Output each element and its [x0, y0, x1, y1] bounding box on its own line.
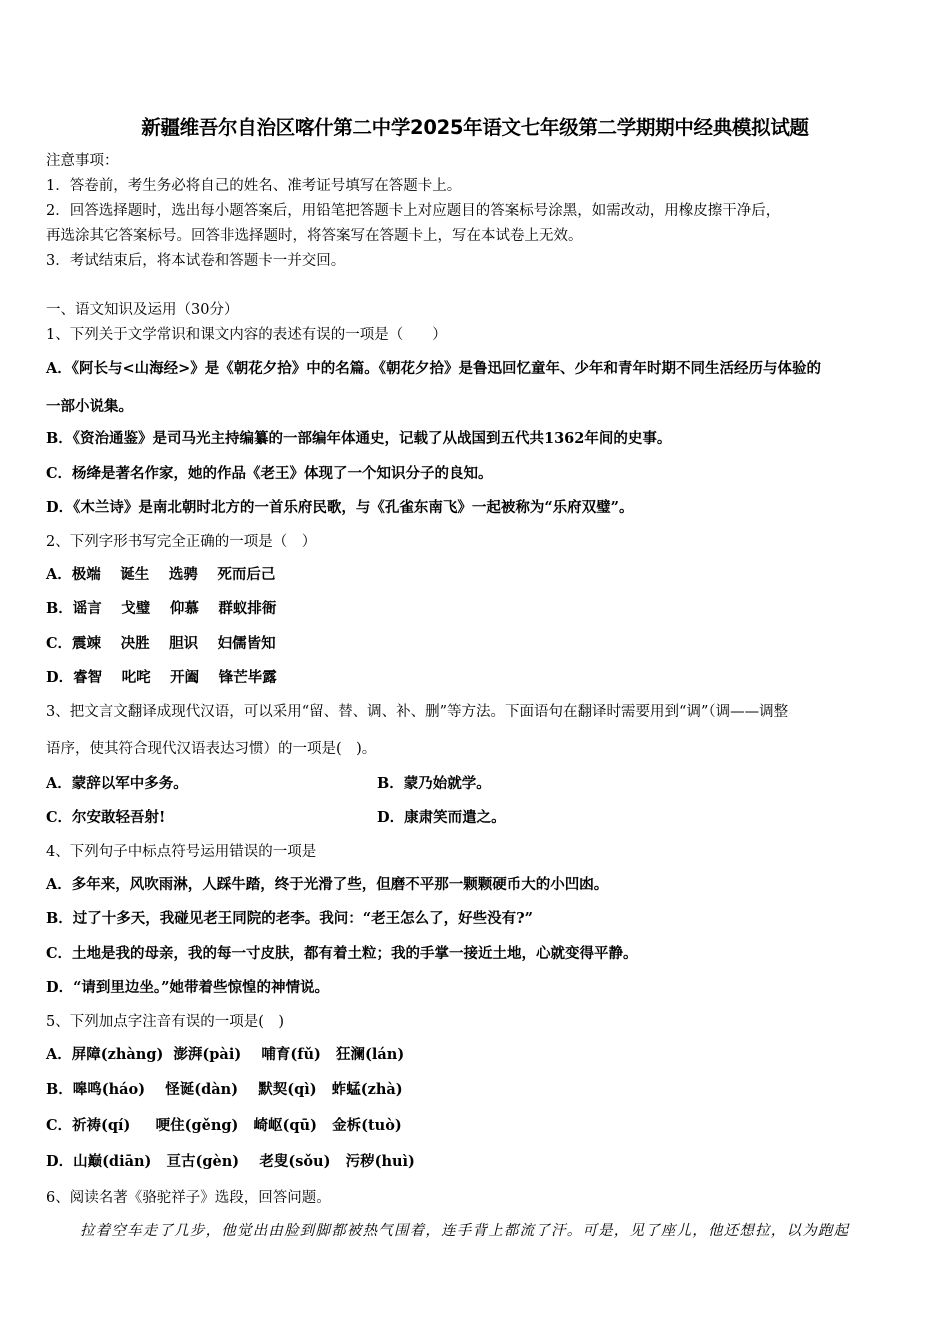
notice-item-2-cont: 再选涂其它答案标号。回答非选择题时，将答案写在答题卡上，写在本试卷上无效。 [46, 228, 583, 244]
q5-stem: 5、下列加点字注音有误的一项是( ) [46, 1014, 285, 1030]
q3-option-c: C．尔安敢轻吾射! [46, 809, 166, 826]
q4-option-b: B．过了十多天，我碰见老王同院的老李。我问：“老王怎么了，好些没有?” [46, 910, 533, 927]
q2-option-a: A．极端 诞生 选骋 死而后己 [46, 566, 276, 583]
notice-item-1: 1．答卷前，考生务必将自己的姓名、准考证号填写在答题卡上。 [46, 178, 462, 194]
section-heading: 一、语文知识及运用（30分） [46, 302, 239, 318]
q4-option-d: D．“请到里边坐。”她带着些惊惶的神情说。 [46, 979, 330, 996]
q3-option-b: B．蒙乃始就学。 [377, 775, 491, 792]
q3-stem: 3、把文言文翻译成现代汉语，可以采用“留、替、调、补、删”等方法。下面语句在翻译时需要用到“调”（调——调整 [46, 704, 789, 720]
q2-stem: 2、下列字形书写完全正确的一项是（ ） [46, 534, 317, 550]
q5-option-c: C．祈祷(qí) 哽住(gěng) 崎岖(qū) 金柝(tuò) [46, 1117, 402, 1134]
q3-option-d: D．康肃笑而遣之。 [377, 809, 506, 826]
q5-option-a: A．屏障(zhàng) 澎湃(pài) 哺育(fǔ) 狂澜(lán) [46, 1046, 405, 1063]
q5-option-b: B．嗥鸣(háo) 怪诞(dàn) 默契(qì) 蚱蜢(zhà) [46, 1081, 403, 1098]
q1-stem: 1、下列关于文学常识和课文内容的表述有误的一项是（ ） [46, 327, 447, 343]
page-title: 新疆维吾尔自治区喀什第二中学2025年语文七年级第二学期期中经典模拟试题 [141, 116, 809, 139]
q2-option-b: B．谣言 戈璧 仰慕 群蚁排衙 [46, 600, 277, 617]
q1-option-c: C．杨绛是著名作家，她的作品《老王》体现了一个知识分子的良知。 [46, 465, 493, 482]
q1-option-d: D．《木兰诗》是南北朝时北方的一首乐府民歌，与《孔雀东南飞》一起被称为“乐府双璧”。 [46, 499, 634, 516]
q2-option-c: C．震竦 决胜 胆识 妇儒皆知 [46, 635, 276, 652]
q4-stem: 4、下列句子中标点符号运用错误的一项是 [46, 844, 317, 860]
q6-passage: 拉着空车走了几步，他觉出由脸到脚都被热气围着，连手背上都流了汗。可是，见了座儿，他还想拉，以为跑起 [80, 1223, 850, 1239]
q1-option-a-cont: 一部小说集。 [46, 398, 133, 415]
notice-heading: 注意事项： [46, 153, 119, 169]
notice-item-2: 2．回答选择题时，选出每小题答案后，用铅笔把答题卡上对应题目的答案标号涂黑，如需改动，用橡皮擦干净后， [46, 203, 781, 219]
q3-option-a: A．蒙辞以军中多务。 [46, 775, 188, 792]
notice-item-3: 3．考试结束后，将本试卷和答题卡一并交回。 [46, 253, 346, 269]
q4-option-c: C．土地是我的母亲，我的每一寸皮肤，都有着土粒；我的手掌一接近土地，心就变得平静。 [46, 945, 638, 962]
q3-stem-cont: 语序，使其符合现代汉语表达习惯）的一项是( )。 [46, 741, 377, 757]
q1-option-a: A．《阿长与<山海经>》是《朝花夕拾》中的名篇。《朝花夕拾》是鲁迅回忆童年、少年和青年时期不同生活经历与体验的 [46, 360, 822, 377]
q6-stem: 6、阅读名著《骆驼祥子》选段，回答问题。 [46, 1190, 331, 1206]
q2-option-d: D．睿智 叱咤 开阖 锋芒毕露 [46, 669, 277, 686]
q4-option-a: A．多年来，风吹雨淋，人踩牛踏，终于光滑了些，但磨不平那一颗颗硬币大的小凹凼。 [46, 876, 609, 893]
q5-option-d: D．山巅(diān) 亘古(gèn) 老叟(sǒu) 污秽(huì) [46, 1153, 415, 1170]
q1-option-b: B．《资治通鉴》是司马光主持编纂的一部编年体通史，记载了从战国到五代共1362年间的史事。 [46, 430, 672, 447]
